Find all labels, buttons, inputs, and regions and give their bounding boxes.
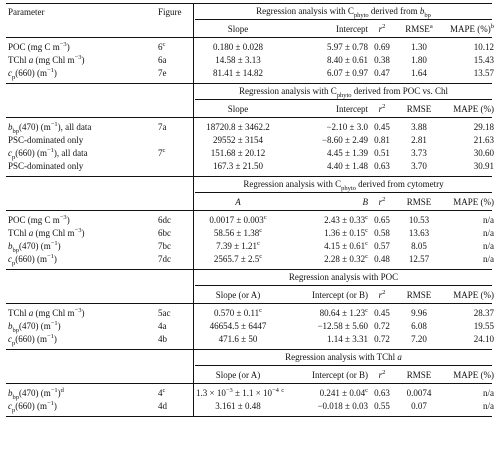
column-header: RMSE bbox=[406, 369, 432, 380]
column-header: RMSE bbox=[406, 196, 432, 207]
table-cell: 29.18 bbox=[473, 121, 494, 132]
column-header: Intercept (or B) bbox=[312, 289, 368, 300]
table-cell: 5ac bbox=[158, 307, 171, 318]
table-cell: 80.64 ± 1.23$^c$ bbox=[319, 306, 368, 318]
table-cell: 18720.8 ± 3462.2 bbox=[206, 121, 270, 132]
table-cell: 0.0074 bbox=[406, 387, 432, 398]
section-title: Regression analysis with TChl a bbox=[285, 352, 402, 362]
table-cell: n/a bbox=[483, 253, 494, 264]
table-rule bbox=[195, 365, 492, 366]
table-cell: n/a bbox=[483, 227, 494, 238]
column-header: $r^2$ bbox=[378, 102, 386, 114]
column-header: A bbox=[235, 196, 241, 207]
table-rule bbox=[6, 37, 492, 38]
table-cell: 0.51 bbox=[374, 147, 390, 158]
table-cell: 4.40 ± 1.48 bbox=[327, 160, 368, 171]
table-cell: 0.58 bbox=[374, 227, 390, 238]
table-cell: 2.81 bbox=[411, 134, 427, 145]
table-cell: 0.0017 ± 0.003$^c$ bbox=[209, 213, 267, 225]
section-title: Regression analysis with POC bbox=[288, 272, 399, 282]
table-rule bbox=[6, 349, 492, 350]
table-row bbox=[6, 386, 492, 399]
table-cell: 3.88 bbox=[411, 121, 427, 132]
table-cell: 30.60 bbox=[473, 147, 494, 158]
table-row bbox=[6, 159, 492, 172]
table-cell: 0.63 bbox=[374, 160, 390, 171]
table-cell: 7a bbox=[158, 121, 167, 132]
section-title: Regression analysis with $C_{phyto}$ derived from cytometry bbox=[243, 179, 444, 192]
table-cell: $c_p(660)$ $(m^{-1})$ bbox=[8, 66, 57, 81]
table-cell: 1.64 bbox=[411, 67, 427, 78]
table-rule bbox=[6, 3, 492, 4]
column-header-row bbox=[6, 368, 492, 381]
table-cell: 151.68 ± 20.12 bbox=[210, 147, 266, 158]
column-header: Intercept bbox=[336, 23, 368, 34]
column-header: MAPE (%) bbox=[453, 103, 494, 114]
table-cell: 14.58 ± 3.13 bbox=[215, 54, 261, 65]
table-cell: 7dc bbox=[158, 253, 171, 264]
table-cell: 13.57 bbox=[473, 67, 494, 78]
column-header: Intercept bbox=[336, 103, 368, 114]
table-cell: 0.48 bbox=[374, 253, 390, 264]
table-row bbox=[6, 226, 492, 239]
table-row bbox=[6, 66, 492, 79]
table-row bbox=[6, 319, 492, 332]
table-cell: 0.63 bbox=[374, 387, 390, 398]
table-cell: 0.69 bbox=[374, 41, 390, 52]
table-cell: $c_p(660)$ $(m^{-1})$ bbox=[8, 332, 57, 347]
column-header-row bbox=[6, 195, 492, 208]
table-cell: 7e bbox=[158, 67, 167, 78]
table-cell: −2.10 ± 3.0 bbox=[326, 121, 368, 132]
table-cell: POC (mg C $m^{-3}$) bbox=[8, 213, 70, 225]
table-cell: PSC-dominated only bbox=[8, 134, 84, 145]
column-header: Slope bbox=[227, 103, 249, 114]
table-rule bbox=[6, 117, 492, 118]
column-header: MAPE (%) bbox=[453, 369, 494, 380]
section-title: Regression analysis with $C_{phyto}$ derived from $b_{bp}$ bbox=[256, 6, 431, 19]
table-cell: 3.70 bbox=[411, 160, 427, 171]
table-cell: n/a bbox=[483, 387, 494, 398]
table-cell: 7.39 ± 1.21$^c$ bbox=[216, 239, 260, 251]
table-cell: POC (mg C $m^{-3}$) bbox=[8, 40, 70, 52]
table-cell: 6dc bbox=[158, 214, 171, 225]
table-cell: 15.43 bbox=[473, 54, 494, 65]
table-cell: 0.38 bbox=[374, 54, 390, 65]
table-cell: 29552 ± 3154 bbox=[213, 134, 263, 145]
column-header: RMSE bbox=[406, 289, 432, 300]
table-cell: 6bc bbox=[158, 227, 171, 238]
table-cell: 0.57 bbox=[374, 240, 390, 251]
table-cell: −0.018 ± 0.03 bbox=[317, 400, 368, 411]
table-cell: 4.15 ± 0.61$^c$ bbox=[324, 239, 368, 251]
table-cell: 12.57 bbox=[408, 253, 430, 264]
table-cell: 81.41 ± 14.82 bbox=[213, 67, 263, 78]
table-cell: 0.55 bbox=[374, 400, 390, 411]
column-header: RMSE$^a$ bbox=[405, 22, 433, 34]
section-title: Regression analysis with $C_{phyto}$ derived from POC vs. Chl bbox=[238, 86, 449, 99]
table-cell: 4a bbox=[158, 320, 167, 331]
table-cell: 0.72 bbox=[374, 333, 390, 344]
table-cell: $c_p(660)$ $(m^{-1})$ bbox=[8, 399, 57, 414]
table-cell: 0.07 bbox=[411, 400, 427, 411]
table-rule bbox=[195, 192, 492, 193]
table-cell: PSC-dominated only bbox=[8, 160, 84, 171]
table-cell: 0.241 ± 0.04$^c$ bbox=[319, 386, 368, 398]
table-cell: 0.81 bbox=[374, 134, 390, 145]
table-cell: 9.96 bbox=[411, 307, 427, 318]
table-cell: 6.07 ± 0.97 bbox=[327, 67, 368, 78]
column-header: MAPE (%) bbox=[453, 196, 494, 207]
table-row bbox=[6, 146, 492, 159]
column-header: $r^2$ bbox=[378, 195, 386, 207]
table-cell: 24.10 bbox=[473, 333, 494, 344]
table-cell: 0.72 bbox=[374, 320, 390, 331]
table-cell: 2565.7 ± 2.5$^c$ bbox=[213, 252, 263, 264]
table-cell: 6a bbox=[158, 54, 167, 65]
header-figure: Figure bbox=[158, 6, 182, 17]
column-header: B bbox=[362, 196, 368, 207]
table-cell: 0.45 bbox=[374, 307, 390, 318]
column-divider bbox=[193, 3, 194, 416]
table-cell: 0.47 bbox=[374, 67, 390, 78]
table-cell: 21.63 bbox=[473, 134, 494, 145]
table-cell: n/a bbox=[483, 214, 494, 225]
table-cell: 4.45 ± 1.39 bbox=[327, 147, 368, 158]
table-cell: TChl a (mg Chl $m^{-3}$) bbox=[8, 226, 85, 238]
table-cell: 0.570 ± 0.11$^c$ bbox=[214, 306, 262, 318]
table-cell: 471.6 ± 50 bbox=[218, 333, 258, 344]
table-cell: 7$^c$ bbox=[158, 146, 166, 158]
table-cell: 0.65 bbox=[374, 214, 390, 225]
column-header: Slope (or A) bbox=[215, 289, 261, 300]
table-cell: 8.05 bbox=[411, 240, 427, 251]
table-cell: 4b bbox=[158, 333, 167, 344]
table-row bbox=[6, 239, 492, 252]
table-cell: 8.40 ± 0.61 bbox=[327, 54, 368, 65]
table-cell: 1.14 ± 3.31 bbox=[327, 333, 368, 344]
table-row bbox=[6, 399, 492, 412]
table-cell: 2.43 ± 0.33$^c$ bbox=[324, 213, 368, 225]
table-cell: 58.56 ± 1.38$^c$ bbox=[213, 226, 263, 238]
table-cell: 3.161 ± 0.48 bbox=[215, 400, 261, 411]
table-cell: $b_{bp}(470)$ $(m^{-1})^d$ bbox=[8, 386, 64, 401]
table-cell: TChl a (mg Chl $m^{-3}$) bbox=[8, 306, 85, 318]
table-row bbox=[6, 213, 492, 226]
table-cell: 1.30 bbox=[411, 41, 427, 52]
table-cell: 0.180 ± 0.028 bbox=[213, 41, 263, 52]
table-cell: 7bc bbox=[158, 240, 171, 251]
table-cell: TChl a (mg Chl $m^{-3}$) bbox=[8, 53, 85, 65]
table-cell: −12.58 ± 5.60 bbox=[317, 320, 368, 331]
table-cell: 1.36 ± 0.15$^c$ bbox=[324, 226, 368, 238]
table-cell: 28.37 bbox=[473, 307, 494, 318]
table-row bbox=[6, 332, 492, 345]
table-row bbox=[6, 133, 492, 146]
table-rule bbox=[6, 210, 492, 211]
table-row bbox=[6, 252, 492, 265]
table-row bbox=[6, 120, 492, 133]
table-cell: 1.80 bbox=[411, 54, 427, 65]
table-cell: 6.08 bbox=[411, 320, 427, 331]
table-cell: 4d bbox=[158, 400, 167, 411]
table-rule bbox=[6, 303, 492, 304]
table-row bbox=[6, 53, 492, 66]
column-header: RMSE bbox=[406, 103, 432, 114]
table-rule bbox=[195, 99, 492, 100]
table-cell: 2.28 ± 0.32$^c$ bbox=[324, 252, 368, 264]
column-header: Slope (or A) bbox=[215, 369, 261, 380]
table-cell: 4$^c$ bbox=[158, 386, 166, 398]
table-cell: 6$^c$ bbox=[158, 40, 166, 52]
table-cell: 10.53 bbox=[408, 214, 430, 225]
table-rule bbox=[6, 383, 492, 384]
table-cell: $c_p(660)$ $(m^{-1})$, all data bbox=[8, 146, 88, 161]
table-cell: 46654.5 ± 6447 bbox=[209, 320, 267, 331]
column-header: $r^2$ bbox=[378, 288, 386, 300]
table-rule bbox=[6, 83, 492, 84]
table-cell: 19.55 bbox=[473, 320, 494, 331]
table-cell: 0.45 bbox=[374, 121, 390, 132]
table-row bbox=[6, 306, 492, 319]
column-header-row bbox=[6, 22, 492, 35]
column-header: MAPE (%)$^b$ bbox=[450, 22, 494, 34]
table-cell: $c_p(660)$ $(m^{-1})$ bbox=[8, 252, 57, 267]
table-cell: 13.63 bbox=[408, 227, 430, 238]
table-cell: 3.73 bbox=[411, 147, 427, 158]
column-header-row bbox=[6, 102, 492, 115]
table-row bbox=[6, 40, 492, 53]
table-cell: 5.97 ± 0.78 bbox=[327, 41, 368, 52]
table-cell: $b_{bp}(470)$ $(m^{-1})$ bbox=[8, 319, 61, 334]
column-header: $r^2$ bbox=[378, 368, 386, 380]
column-header: $r^2$ bbox=[378, 22, 386, 34]
table-cell: 10.12 bbox=[473, 41, 494, 52]
table-rule bbox=[6, 416, 492, 417]
table-cell: $1.3 \times 10^{-3} \pm 1.1 \times 10^{-4}$ $^c$ bbox=[196, 386, 285, 398]
table-rule bbox=[195, 285, 492, 286]
table-rule bbox=[6, 269, 492, 270]
table-cell: −8.60 ± 2.49 bbox=[321, 134, 368, 145]
table-cell: n/a bbox=[483, 240, 494, 251]
table-cell: $b_{bp}(470)$ $(m^{-1})$ bbox=[8, 239, 61, 254]
table-cell: 167.3 ± 21.50 bbox=[213, 160, 263, 171]
table-cell: 30.91 bbox=[473, 160, 494, 171]
column-header: Slope bbox=[227, 23, 249, 34]
column-header: Intercept (or B) bbox=[312, 369, 368, 380]
column-header: MAPE (%) bbox=[453, 289, 494, 300]
column-header-row bbox=[6, 288, 492, 301]
table-rule bbox=[195, 19, 492, 20]
table-cell: $b_{bp}(470)$ $(m^{-1})$, all data bbox=[8, 120, 92, 135]
table-cell: n/a bbox=[483, 400, 494, 411]
table-cell: 7.20 bbox=[411, 333, 427, 344]
table-rule bbox=[6, 176, 492, 177]
header-parameter: Parameter bbox=[8, 6, 45, 17]
